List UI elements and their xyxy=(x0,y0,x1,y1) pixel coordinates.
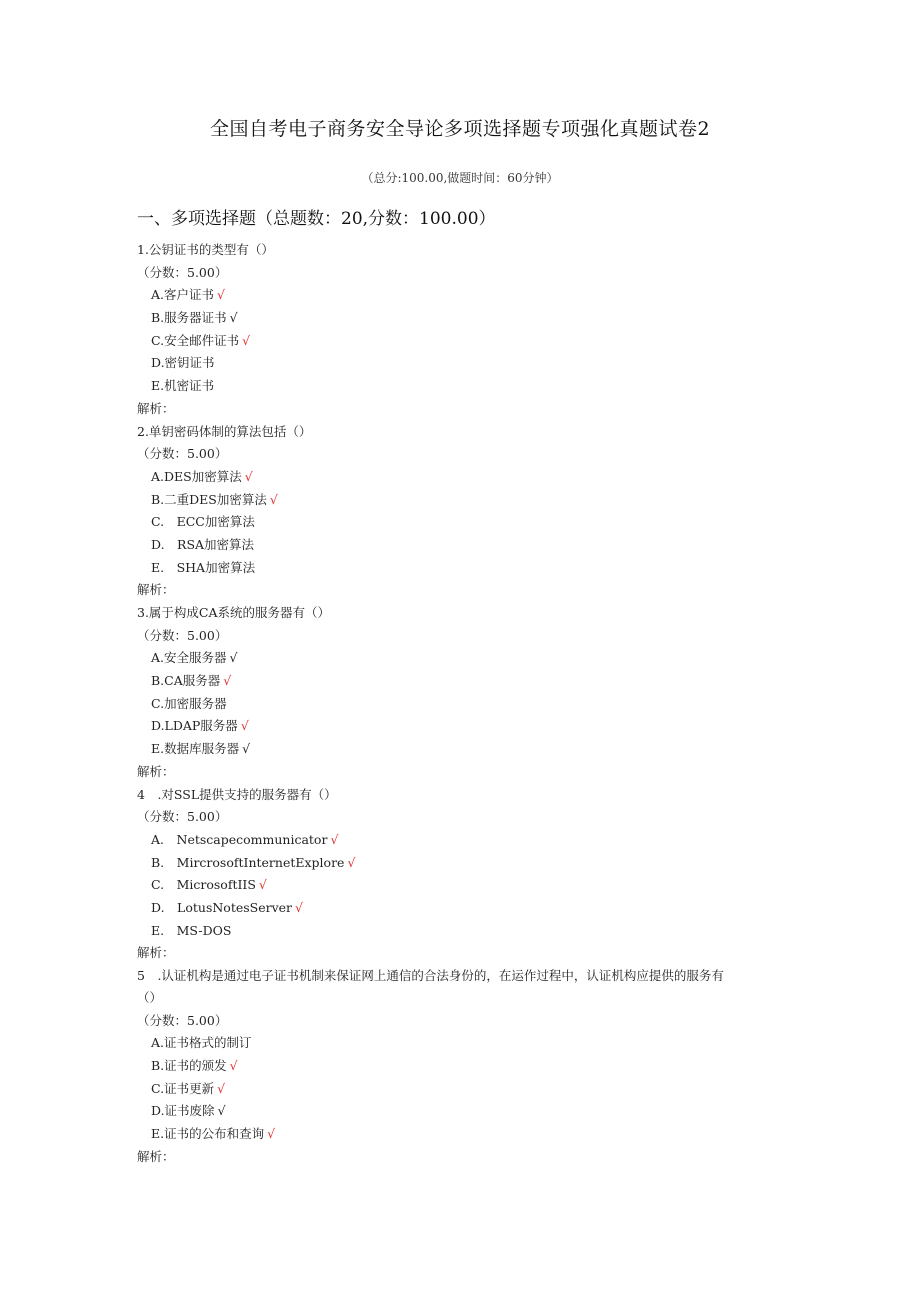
answer-option xyxy=(137,829,787,852)
answer-option-text: D. RSA加密算法 xyxy=(151,536,255,552)
question-stem: 4 .对SSL提供支持的服务器有（） xyxy=(137,786,337,802)
answer-option-text: D.LDAP服务器 xyxy=(151,718,238,734)
answer-option-text: B.服务器证书 xyxy=(151,310,227,326)
answer-option-text: C.加密服务器 xyxy=(151,695,227,711)
answer-option xyxy=(137,1078,787,1101)
question-stem: 3.属于构成CA系统的服务器有（） xyxy=(137,605,331,620)
answer-option xyxy=(137,330,787,353)
answer-option xyxy=(137,375,787,398)
answer-option-text: A. Netscapecommunicator xyxy=(151,831,328,847)
question-score: （分数：5.00） xyxy=(137,264,228,280)
answer-option-text: B.CA服务器 xyxy=(151,673,221,689)
answer-option-text: A.证书格式的制订 xyxy=(151,1035,252,1051)
question-block xyxy=(137,239,787,421)
answer-option-text: E. MS-DOS xyxy=(151,922,232,938)
check-mark-icon: √ xyxy=(217,287,225,303)
answer-option-text: A.DES加密算法 xyxy=(151,468,242,484)
document-title: 全国自考电子商务安全导论多项选择题专项强化真题试卷2 xyxy=(209,118,711,140)
answer-option xyxy=(137,670,787,693)
answer-option-text: E.数据库服务器 xyxy=(151,741,240,757)
answer-option xyxy=(137,738,787,761)
answer-option-text: C.安全邮件证书 xyxy=(151,332,240,348)
check-mark-icon: √ xyxy=(267,1126,276,1142)
answer-option xyxy=(137,1123,787,1146)
answer-option xyxy=(137,284,787,307)
answer-option-text: B. MircrosoftInternetExplore xyxy=(151,854,345,870)
answer-option-text: E.证书的公布和查询 xyxy=(151,1126,265,1142)
analysis-label: 解析： xyxy=(137,945,175,961)
check-mark-icon: √ xyxy=(223,673,232,689)
check-mark-icon: √ xyxy=(269,491,278,507)
answer-option xyxy=(137,307,787,330)
answer-option xyxy=(137,1055,787,1078)
answer-option xyxy=(137,511,787,534)
question-stem: 5 .认证机构是通过电子证书机制来保证网上通信的合法身份的，在运作过程中，认证机构应提供的服务有 xyxy=(137,968,724,983)
answer-option-text: A.客户证书 xyxy=(151,287,215,303)
answer-option-text: B.证书的颁发 xyxy=(151,1058,227,1074)
check-mark-icon: √ xyxy=(258,877,267,893)
analysis-label: 解析： xyxy=(137,763,175,779)
check-mark-icon: √ xyxy=(295,899,304,915)
answer-option-text: C. MicrosoftIIS xyxy=(151,877,256,893)
answer-option-text: B.二重DES加密算法 xyxy=(151,491,267,507)
answer-option xyxy=(137,852,787,875)
answer-option-text: C. ECC加密算法 xyxy=(151,514,255,530)
answer-option-text: C.证书更新 xyxy=(151,1080,215,1096)
analysis-label: 解析： xyxy=(137,582,175,598)
question-score: （分数：5.00） xyxy=(137,627,228,643)
question-block xyxy=(137,965,787,1169)
answer-option xyxy=(137,874,787,897)
answer-option-text: E.机密证书 xyxy=(151,378,215,394)
question-block xyxy=(137,784,787,966)
check-mark-icon: √ xyxy=(330,831,339,847)
question-stem: 1.公钥证书的类型有（） xyxy=(137,242,274,257)
check-mark-icon: √ xyxy=(229,310,238,326)
check-mark-icon: √ xyxy=(240,718,249,734)
question-score: （分数：5.00） xyxy=(137,1012,228,1028)
question-list xyxy=(137,239,787,1169)
analysis-label: 解析： xyxy=(137,400,175,416)
analysis-label: 解析： xyxy=(137,1148,175,1164)
answer-option xyxy=(137,897,787,920)
answer-option-text: D.证书废除 xyxy=(151,1103,215,1119)
check-mark-icon: √ xyxy=(229,650,238,666)
answer-option xyxy=(137,920,787,943)
answer-option xyxy=(137,715,787,738)
answer-option-text: E. SHA加密算法 xyxy=(151,559,256,575)
check-mark-icon: √ xyxy=(217,1103,226,1119)
answer-option-text: A.安全服务器 xyxy=(151,650,227,666)
answer-option xyxy=(137,647,787,670)
answer-option xyxy=(137,693,787,716)
answer-option xyxy=(137,1100,787,1123)
check-mark-icon: √ xyxy=(217,1080,226,1096)
section-heading: 一、多项选择题（总题数：20,分数：100.00） xyxy=(137,209,496,229)
answer-option-text: D. LotusNotesServer xyxy=(151,899,293,915)
answer-option xyxy=(137,466,787,489)
check-mark-icon: √ xyxy=(347,854,356,870)
question-block xyxy=(137,421,787,603)
question-stem-continuation: （） xyxy=(137,990,163,1005)
answer-option xyxy=(137,489,787,512)
question-stem: 2.单钥密码体制的算法包括（） xyxy=(137,423,312,439)
question-block xyxy=(137,602,787,784)
check-mark-icon: √ xyxy=(242,741,251,757)
answer-option xyxy=(137,352,787,375)
answer-option xyxy=(137,557,787,580)
check-mark-icon: √ xyxy=(244,468,253,484)
question-score: （分数：5.00） xyxy=(137,809,228,825)
check-mark-icon: √ xyxy=(242,332,251,348)
answer-option xyxy=(137,1032,787,1055)
answer-option-text: D.密钥证书 xyxy=(151,355,215,371)
question-score: （分数：5.00） xyxy=(137,446,228,462)
check-mark-icon: √ xyxy=(229,1058,238,1074)
document-subtitle: （总分:100.00,做题时间：60分钟） xyxy=(361,171,559,185)
answer-option xyxy=(137,534,787,557)
